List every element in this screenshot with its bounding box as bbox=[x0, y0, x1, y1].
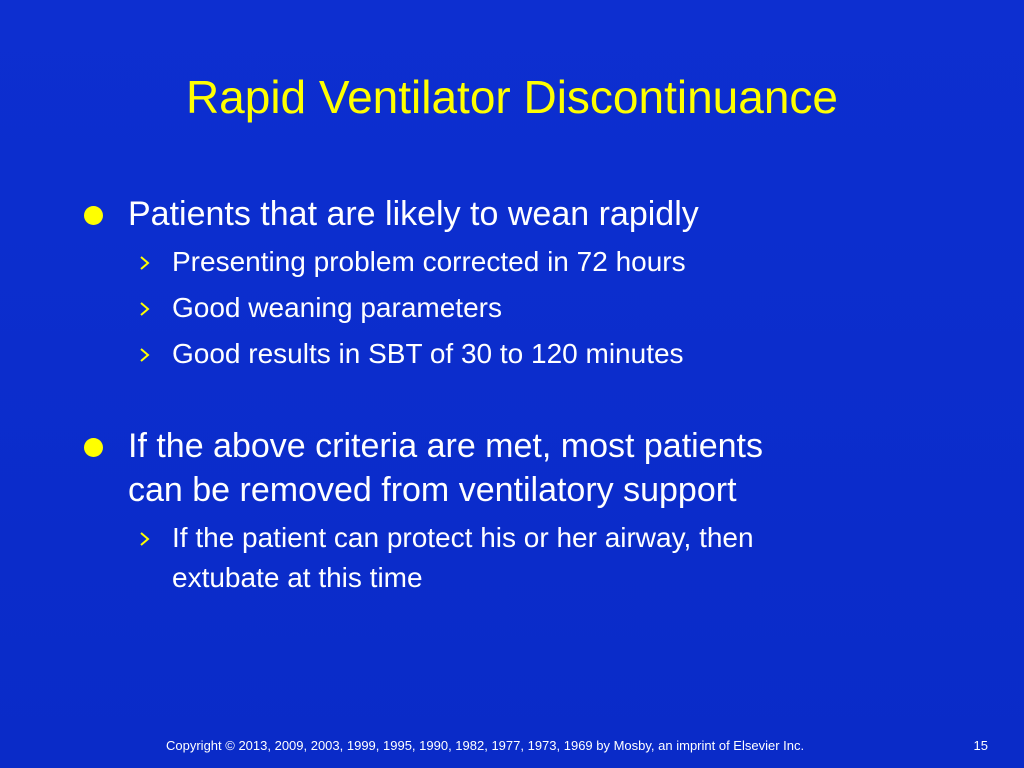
sub-bullet-item-4 bbox=[84, 518, 964, 598]
sub-bullet-text: Good weaning parameters bbox=[172, 292, 502, 323]
bullet-item-1 bbox=[84, 192, 964, 236]
sub-bullet-text: Presenting problem corrected in 72 hours bbox=[172, 246, 686, 277]
sub-bullet-item-1 bbox=[84, 242, 964, 282]
sub-bullet-text-line-2: extubate at this time bbox=[172, 562, 423, 593]
sub-bullet-item-2 bbox=[84, 288, 964, 328]
bullet-item-2 bbox=[84, 424, 964, 512]
copyright-text: Copyright © 2013, 2009, 2003, 1999, 1995, 1990, 1982, 1977, 1973, 1969 by Mosby, an imprint of Elsevier Inc. bbox=[166, 738, 805, 753]
bullet-text-line-2: can be removed from ventilatory support bbox=[128, 471, 737, 509]
slide-content bbox=[84, 192, 964, 598]
arrow-bullet-icon bbox=[138, 255, 154, 271]
slide-title: Rapid Ventilator Discontinuance bbox=[185, 71, 839, 123]
arrow-bullet-icon bbox=[138, 347, 154, 363]
page-number: 15 bbox=[973, 738, 988, 753]
round-bullet-icon bbox=[84, 206, 103, 225]
sub-bullet-text-line-1: If the patient can protect his or her airway, then bbox=[172, 522, 754, 553]
arrow-bullet-icon bbox=[138, 531, 154, 547]
bullet-text: Patients that are likely to wean rapidly bbox=[128, 195, 699, 233]
sub-bullet-item-3 bbox=[84, 334, 964, 374]
bullet-text-line-1: If the above criteria are met, most patients bbox=[128, 427, 763, 465]
sub-bullet-text: Good results in SBT of 30 to 120 minutes bbox=[172, 338, 684, 369]
arrow-bullet-icon bbox=[138, 301, 154, 317]
round-bullet-icon bbox=[84, 438, 103, 457]
